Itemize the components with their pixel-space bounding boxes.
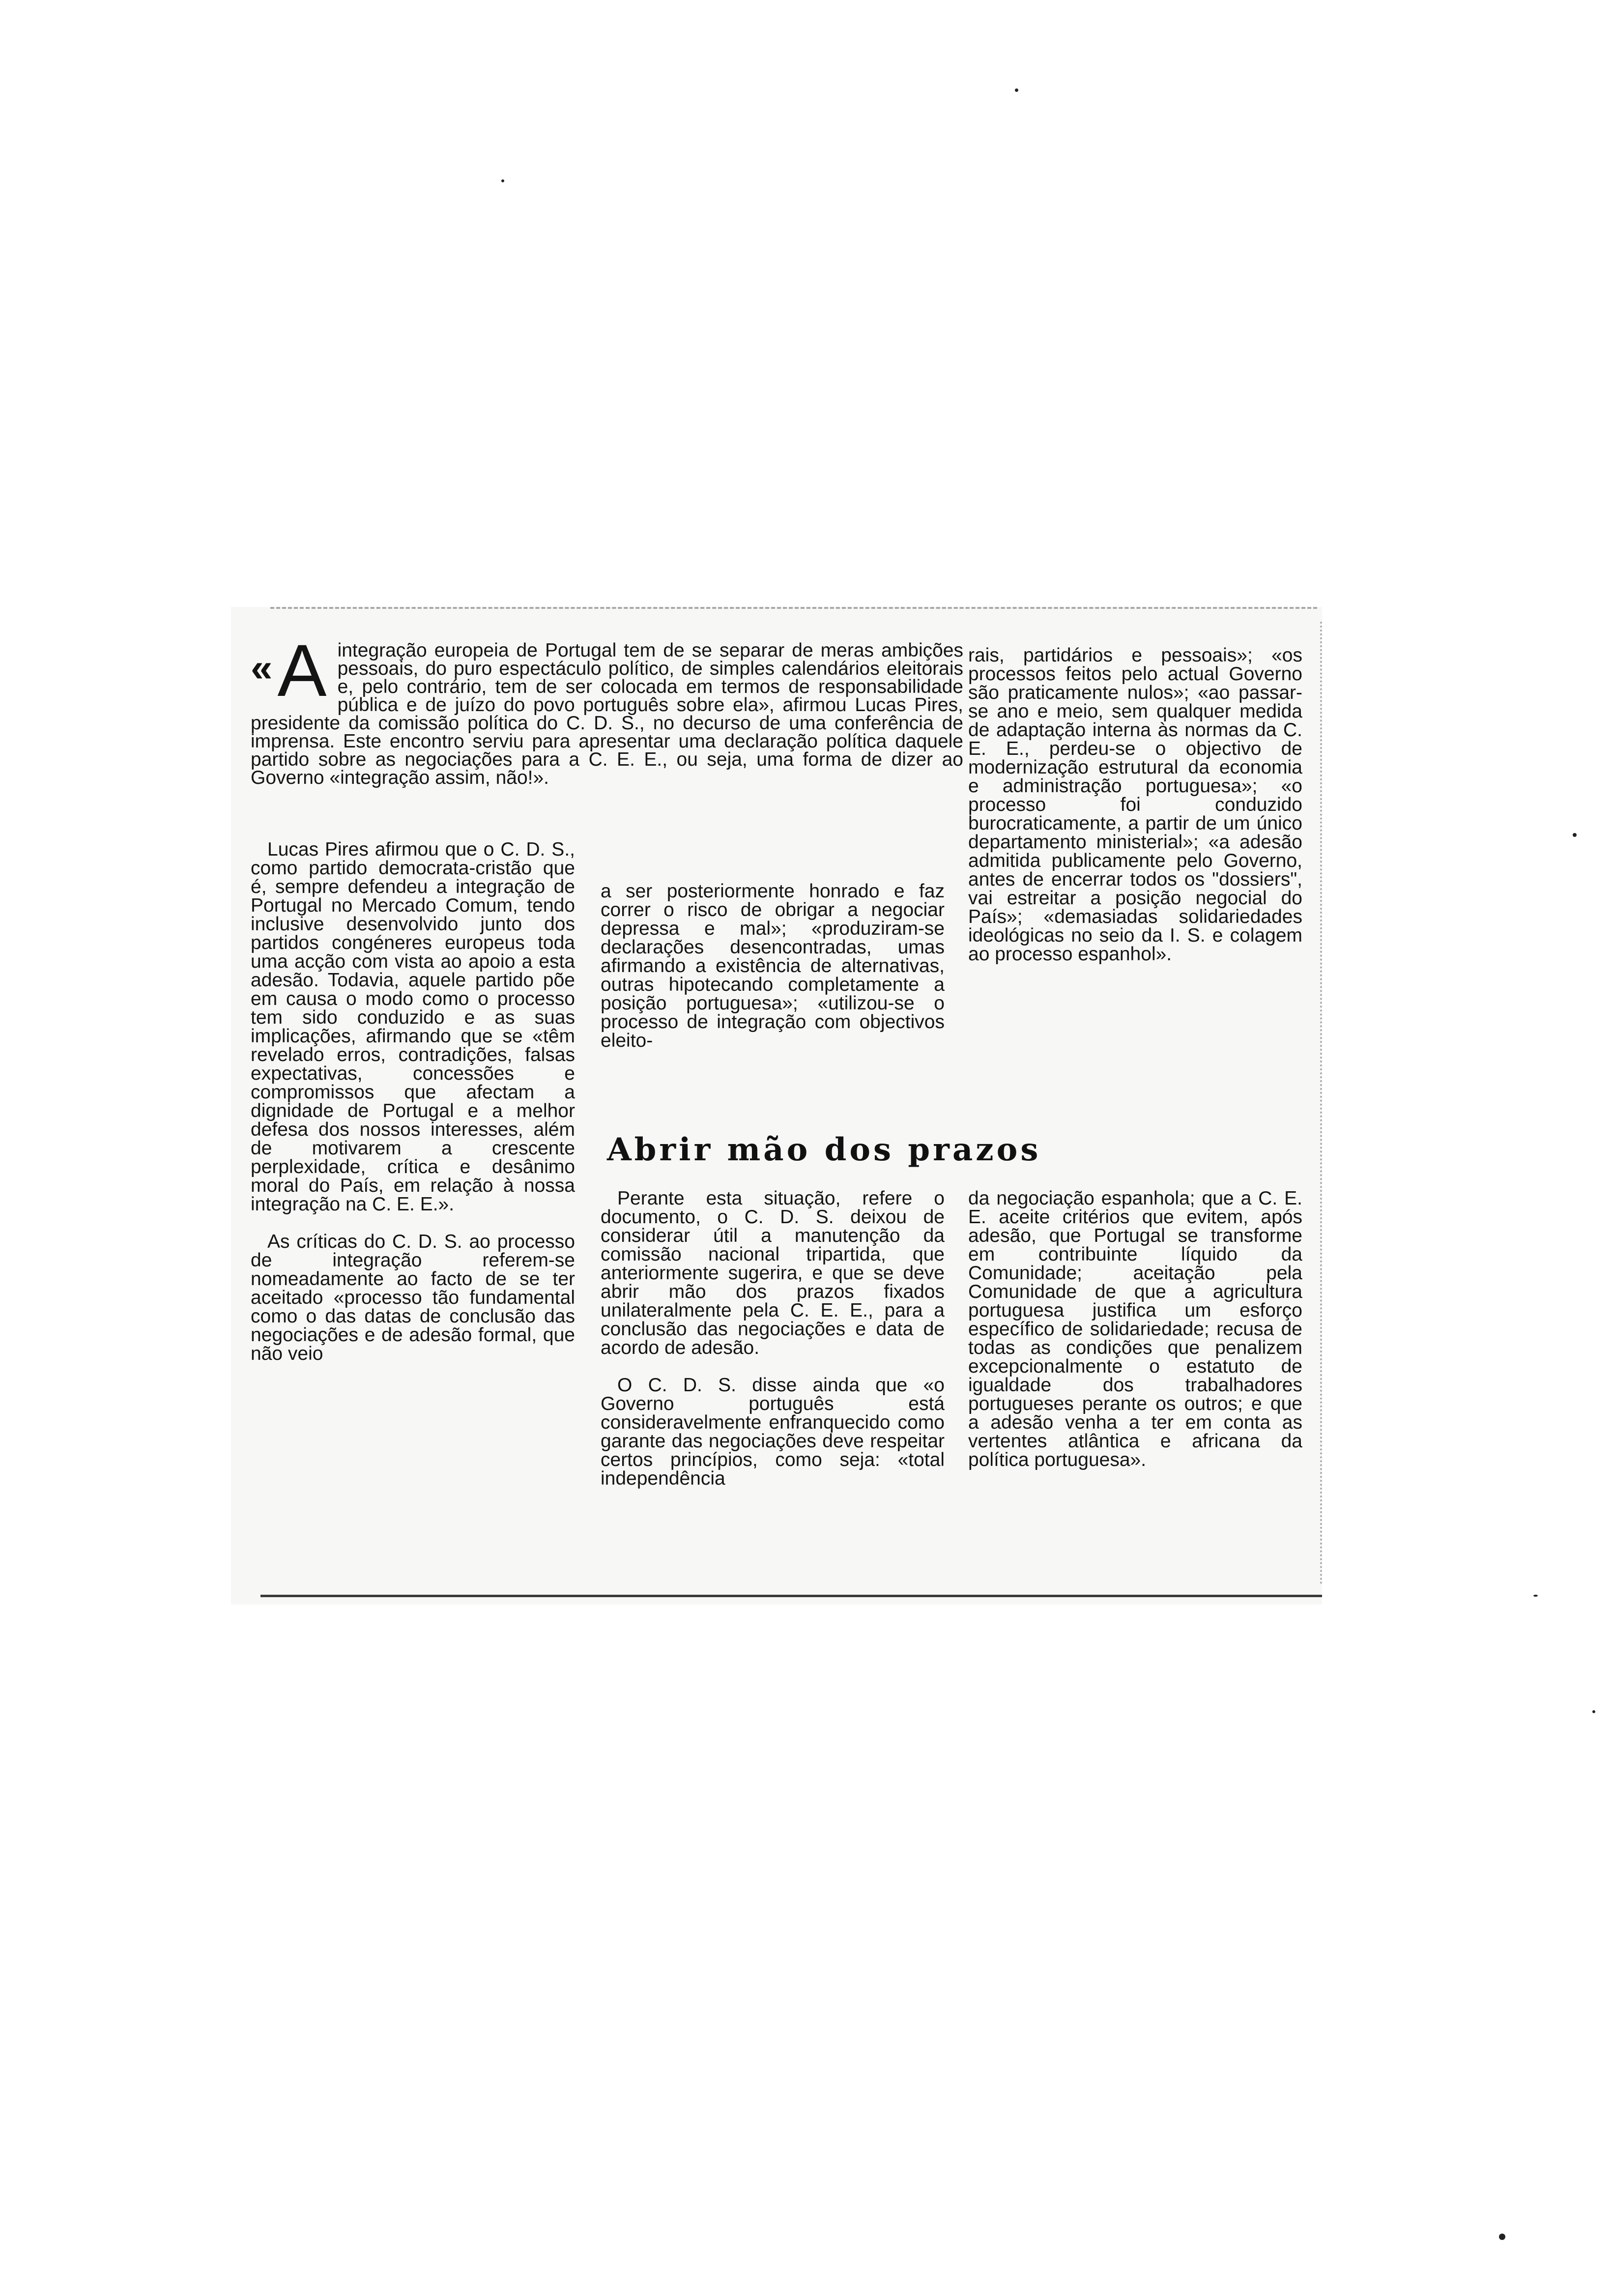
article-column-3 (968, 646, 1302, 964)
paragraph: As críticas do C. D. S. ao processo de integração referem-se nomeadamente ao facto de se ter aceitado «processo tão fundamental como o das datas de conclusão das negociações e de adesão formal, que não veio (251, 1231, 575, 1364)
scan-speck (1533, 1595, 1538, 1597)
opening-quote-mark: « (251, 646, 273, 689)
article-column-2 (601, 882, 945, 1050)
scan-speck (1573, 833, 1577, 837)
newspaper-clipping (231, 607, 1322, 1605)
clipping-torn-right-edge (1317, 622, 1322, 1585)
article-lead (251, 629, 963, 788)
clipping-bottom-rule (260, 1595, 1322, 1600)
article-subheading: Abrir mão dos prazos (607, 1131, 1041, 1168)
paragraph: Lucas Pires afirmou que o C. D. S., como partido democrata-cristão que é, sempre defendeu a integração de Portugal no Mercado Comum, tendo inclusive desenvolvido junto dos partidos congéneres europeus toda uma acção com vista ao apoio a esta adesão. Todavia, aquele partido põe em causa o modo como o processo tem sido conduzido e as suas implicações, afirmando que se «têm revelado erros, contradições, falsas expectativas, concessões e compromissos que afectam a dignidade de Portugal e a melhor defesa dos nossos interesses, além de motivarem a crescente perplexidade, crítica e desânimo moral do País, em relação à nossa integração na C. E. E.». (251, 839, 575, 1215)
scan-speck (1592, 1710, 1595, 1713)
scan-speck (501, 179, 504, 182)
lead-paragraph: integração europeia de Portugal tem de se separar de meras ambições pessoais, do puro espectáculo político, de simples calendários eleitorais e, pelo contrário, tem de ser colocada em termos de responsabilidade pública e de juízo do povo português sobre ela», afirmou Lucas Pires, presidente da comissão política do C. D. S., no decurso de uma conferência de imprensa. Este encontro serviu para apresentar uma declaração política daquele partido sobre as negociações para a C. E. E., ou seja, uma forma de dizer ao Governo «integração assim, não!». (251, 640, 963, 788)
scan-speck (1015, 88, 1018, 92)
clipping-torn-top-edge (270, 607, 1317, 616)
paragraph: Perante esta situação, refere o documento, o C. D. S. deixou de considerar útil a manutenção da comissão nacional tripartida, que anteriormente sugerira, e que se deve abrir mão dos prazos fixados unilateralmente pela C. E. E., para a conclusão das negociações e data de acordo de adesão. (601, 1188, 945, 1358)
article-column-1 (251, 840, 575, 1363)
article-column-4 (601, 1189, 945, 1488)
paragraph: a ser posteriormente honrado e faz correr o risco de obrigar a negociar depressa e mal»; «produziram-se declarações desencontradas, umas afirmando a existência de alternativas, outras hipotecando completamente a posição portuguesa»; «utilizou-se o processo de integração com objectivos eleito- (601, 881, 945, 1051)
drop-cap: A (277, 629, 327, 712)
article-column-5 (968, 1189, 1302, 1469)
paragraph: O C. D. S. disse ainda que «o Governo português está consideravelmente enfranquecido como garante das negociações deve respeitar certos princípios, como seja: «total independência (601, 1375, 945, 1489)
paragraph: da negociação espanhola; que a C. E. E. aceite critérios que evitem, após adesão, que Portugal se transforme em contribuinte líquido da Comunidade; aceitação pela Comunidade de que a agricultura portuguesa justifica um esforço específico de solidariedade; recusa de todas as condições que penalizem excepcionalmente o estatuto de igualdade dos trabalhadores portugueses perante os outros; e que a adesão venha a ter em conta as vertentes atlântica e africana da política portuguesa». (968, 1188, 1302, 1470)
paragraph: rais, partidários e pessoais»; «os processos feitos pelo actual Governo são praticamente nulos»; «ao passar-se ano e meio, sem qualquer medida de adaptação interna às normas da C. E. E., perdeu-se o objectivo de modernização estrutural da economia e administração portuguesa»; «o processo foi conduzido burocraticamente, a partir de um único departamento ministerial»; «a adesão admitida publicamente pelo Governo, antes de encerrar todos os "dossiers", vai estreitar a posição negocial do País»; «demasiadas solidariedades ideológicas no seio da I. S. e colagem ao processo espanhol». (968, 645, 1302, 965)
scan-speck (1499, 2234, 1505, 2240)
